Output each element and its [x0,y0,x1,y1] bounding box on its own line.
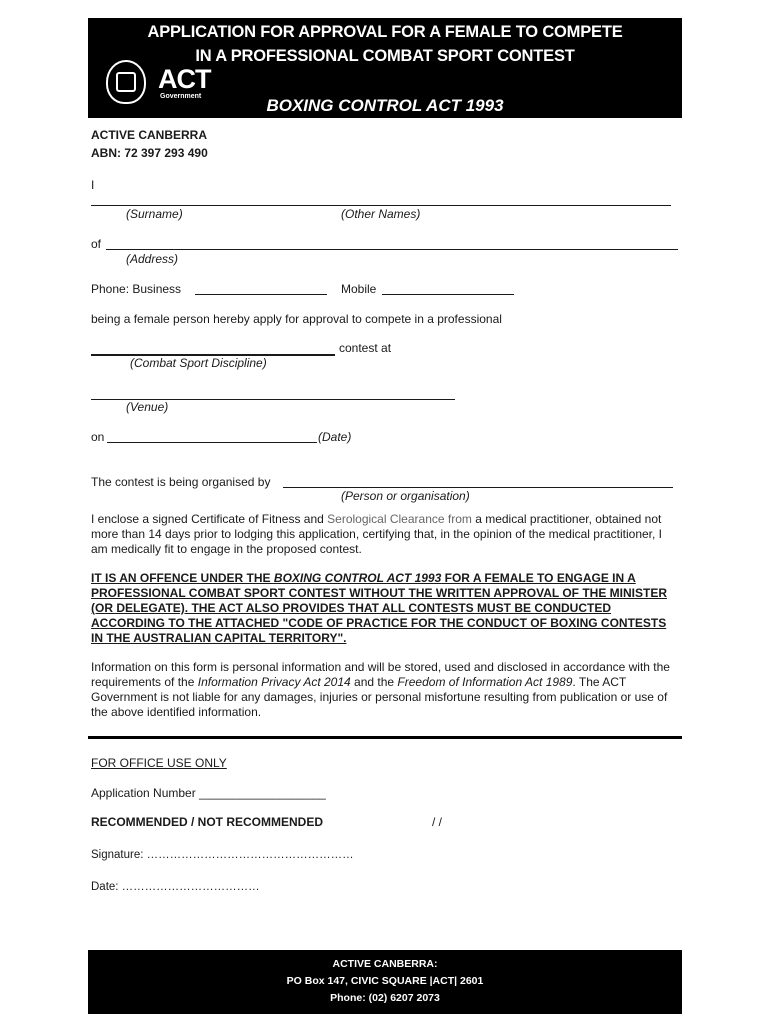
phone-business-label: Phone: Business [91,282,182,296]
recommended-date[interactable]: / / [432,815,443,829]
date-field[interactable] [107,433,317,443]
privacy-paragraph: Information on this form is personal information and will be stored, used and disclosed in accordance with the requirements of the Information Privacy Act 2014 and the Freedom of Information Act 1989. The ACT Government is not liable for any damages, injuries or personal misfortune resulting from publication or use of the above identified information. [91,660,670,719]
footer-phone: Phone: (02) 6207 2073 [330,992,440,1004]
person-organisation-label: (Person or organisation) [341,489,470,503]
other-names-label: (Other Names) [341,207,421,221]
section-divider [88,736,682,739]
apply-text: being a female person hereby apply for approval to compete in a professional [91,312,502,326]
organiser-field[interactable] [283,478,673,488]
address-label: (Address) [126,252,179,266]
date-label: (Date) [318,430,352,444]
footer-address: PO Box 147, CIVIC SQUARE |ACT| 2601 [286,975,484,987]
discipline-label: (Combat Sport Discipline) [130,356,267,370]
on-label: on [91,430,105,444]
mobile-phone-field[interactable] [382,285,514,295]
venue-label: (Venue) [126,400,169,414]
application-number-field[interactable]: Application Number ___________________ [91,786,326,800]
offence-warning: IT IS AN OFFENCE UNDER THE BOXING CONTROL ACT 1993 FOR A FEMALE TO ENGAGE IN A PROFESSIONAL COMBAT SPORT CONTEST WITHOUT THE WRITTEN APPROVAL OF THE MINISTER (OR DELEGATE). THE ACT ALSO PROVIDES THAT ALL CONTESTS MUST BE CONDUCTED ACCORDING TO THE ATTACHED "CODE OF PRACTICE FOR THE CONDUCT OF BOXING CONTESTS IN THE AUSTRALIAN CAPITAL TERRITORY". [91,571,667,645]
form-title-line2: IN A PROFESSIONAL COMBAT SPORT CONTEST [195,47,575,65]
footer-banner [88,950,682,1014]
footer-line1: ACTIVE CANBERRA: [332,958,438,970]
office-date-field[interactable]: Date: ……………………………… [91,881,260,893]
header-banner [88,18,682,118]
signature-field[interactable]: Signature: ……………………………………………… [91,849,354,861]
logo-government-text: Government [160,93,202,100]
act-name: BOXING CONTROL ACT 1993 [266,96,504,115]
recommended-option[interactable]: RECOMMENDED / NOT RECOMMENDED [91,815,324,829]
surname-label: (Surname) [126,207,183,221]
business-phone-field[interactable] [195,285,327,295]
name-field[interactable] [91,196,671,206]
logo-act-text: ACT [158,64,211,94]
discipline-field[interactable] [91,345,335,356]
office-use-heading: FOR OFFICE USE ONLY [91,756,227,770]
organised-by-label: The contest is being organised by [91,475,271,489]
org-abn: ABN: 72 397 293 490 [91,146,208,160]
enclose-paragraph: I enclose a signed Certificate of Fitness and Serological Clearance from a medical practitioner, obtained not more than 14 days prior to lodging this application, certifying that, in the opinion of the medical practitioner, I am medically fit to engage in the proposed contest. [91,512,662,556]
form-title-line1: APPLICATION FOR APPROVAL FOR A FEMALE TO COMPETE [147,23,623,41]
venue-field[interactable] [91,390,455,400]
mobile-label: Mobile [341,282,377,296]
address-field[interactable] [106,240,678,250]
i-label: I [91,178,95,192]
of-label: of [91,237,102,251]
contest-at-label: contest at [339,341,392,355]
org-name: ACTIVE CANBERRA [91,128,208,142]
